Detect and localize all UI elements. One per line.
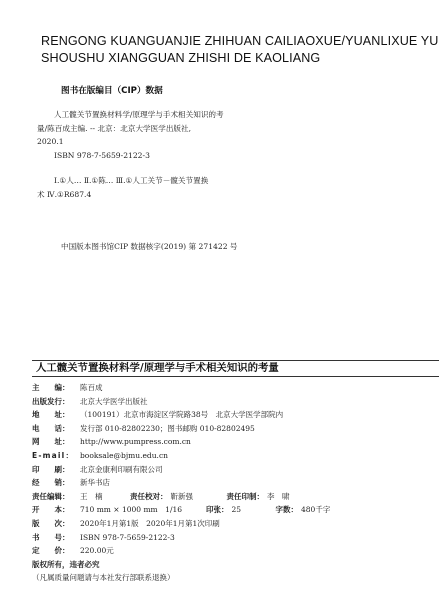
publisher-value: 北京大学医学出版社 bbox=[80, 396, 148, 406]
format-value: 710 mm × 1000 mm 1/16 bbox=[80, 505, 183, 515]
pinyin-title-line-1: RENGONG KUANGUANJIE ZHIHUAN CAILIAOXUE/YUANLIXUE YU bbox=[41, 34, 439, 48]
edition-value: 2020年1月第1版 2020年1月第1次印刷 bbox=[80, 518, 220, 528]
isbn-value: ISBN 978-7-5659-2122-3 bbox=[80, 532, 175, 542]
row-editor bbox=[32, 381, 432, 395]
book-title: 人工髋关节置换材料学/原理学与手术相关知识的考量 bbox=[36, 362, 279, 374]
address-value: （100191）北京市海淀区学院路38号 北京大学医学部院内 bbox=[80, 410, 284, 420]
publisher-label: 出版发行： bbox=[32, 396, 70, 406]
row-website bbox=[32, 435, 432, 449]
proof-label: 责任校对： bbox=[130, 491, 168, 501]
address-label: 地 址： bbox=[32, 410, 70, 420]
row-price bbox=[32, 544, 432, 558]
row-format bbox=[32, 503, 432, 517]
cip-line-4: ISBN 978-7-5659-2122-3 bbox=[54, 150, 150, 160]
cip-line-2: 量/陈百成主编. -- 北京：北京大学医学出版社, bbox=[37, 123, 192, 133]
row-publisher bbox=[32, 395, 432, 409]
distributor-value: 新华书店 bbox=[80, 478, 110, 488]
pinyin-title bbox=[41, 33, 439, 67]
website-link[interactable]: http://www.pumpress.com.cn bbox=[80, 437, 191, 447]
row-email bbox=[32, 449, 432, 463]
row-isbn bbox=[32, 531, 432, 545]
edition-label: 版 次： bbox=[32, 518, 70, 528]
pinyin-title-line-2: SHOUSHU XIANGGUAN ZHISHI DE KAOLIANG bbox=[41, 51, 321, 65]
row-edition bbox=[32, 517, 432, 531]
return-notice: （凡属质量问题请与本社发行部联系退换） bbox=[32, 573, 175, 583]
cip-classification-2: 术 Ⅳ.①R687.4 bbox=[37, 189, 92, 199]
row-responsibility bbox=[32, 490, 432, 504]
words-label: 字数： bbox=[275, 505, 298, 515]
sheets-value: 25 bbox=[231, 505, 242, 515]
email-link[interactable]: booksale@bjmu.edu.cn bbox=[80, 450, 168, 460]
row-distributor bbox=[32, 476, 432, 490]
cip-number: 中国版本图书馆CIP 数据核字(2019) 第 271422 号 bbox=[61, 242, 238, 251]
cip-line-3: 2020.1 bbox=[37, 137, 64, 147]
row-copyright bbox=[32, 558, 432, 572]
cip-line-1: 人工髋关节置换材料学/原理学与手术相关知识的考 bbox=[54, 110, 224, 119]
phone-label: 电 话： bbox=[32, 423, 70, 433]
price-label: 定 价： bbox=[32, 546, 70, 556]
printer-label: 印 刷： bbox=[32, 464, 70, 474]
row-return-notice bbox=[32, 571, 432, 585]
editor-label: 主 编： bbox=[32, 383, 70, 392]
row-phone bbox=[32, 422, 432, 436]
publication-info bbox=[32, 381, 432, 585]
editor-resp-label: 责任编辑： bbox=[32, 491, 70, 501]
format-label: 开 本： bbox=[32, 505, 70, 515]
divider-bottom bbox=[32, 376, 439, 377]
editor-value: 陈百成 bbox=[80, 383, 103, 392]
print-resp-label: 责任印制： bbox=[226, 491, 264, 501]
cip-record bbox=[37, 108, 377, 202]
cip-classification-1: Ⅰ.①人… Ⅱ.①陈… Ⅲ.①人工关节－髋关节置换 bbox=[54, 176, 209, 186]
distributor-label: 经 销： bbox=[32, 478, 70, 488]
row-address bbox=[32, 408, 432, 422]
editor-resp-value: 王 楠 bbox=[80, 491, 103, 501]
website-label: 网 址： bbox=[32, 437, 70, 447]
print-resp-value: 李 啸 bbox=[267, 491, 290, 501]
printer-value: 北京金康利印刷有限公司 bbox=[80, 464, 163, 474]
phone-value: 发行部 010-82802230；图书邮购 010-82802495 bbox=[80, 423, 255, 433]
cip-heading: 图书在版编目（CIP）数据 bbox=[61, 86, 163, 96]
isbn-label: 书 号： bbox=[32, 532, 70, 542]
words-value: 480千字 bbox=[301, 505, 331, 515]
row-printer bbox=[32, 463, 432, 477]
proof-value: 靳新强 bbox=[170, 491, 193, 501]
email-label: E-mail： bbox=[32, 450, 75, 460]
price-value: 220.00元 bbox=[80, 546, 114, 556]
sheets-label: 印张： bbox=[206, 505, 229, 515]
copyright-notice: 版权所有，违者必究 bbox=[32, 559, 100, 569]
